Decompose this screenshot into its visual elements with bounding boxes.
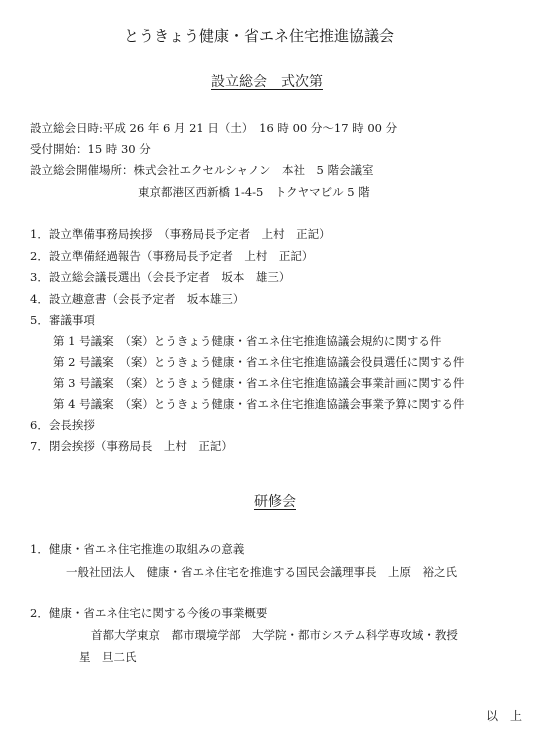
- agenda-item: 2．設立準備経過報告（事務局長予定者 上村 正記）: [30, 249, 314, 263]
- agenda-item: 6．会長挨拶: [30, 418, 95, 432]
- seminar-topic: 2．健康・省エネ住宅に関する今後の事業概要: [30, 606, 268, 620]
- meeting-address: 東京都港区西新橋 1-4-5 トクヤマビル 5 階: [138, 185, 370, 199]
- agenda-item: 3．設立総会議長選出（会長予定者 坂本 雄三）: [30, 270, 291, 284]
- agenda-item: 7．閉会挨拶（事務局長 上村 正記）: [30, 439, 233, 453]
- proposal-item: 第 3 号議案 （案）とうきょう健康・省エネ住宅推進協議会事業計画に関する件: [53, 376, 465, 390]
- seminar-speaker: 一般社団法人 健康・省エネ住宅を推進する国民会議理事長 上原 裕之氏: [66, 565, 457, 579]
- meeting-reception: 受付開始：15 時 30 分: [30, 142, 151, 156]
- seminar-title: 研修会: [254, 494, 296, 510]
- seminar-speaker: 星 旦二氏: [79, 650, 137, 664]
- proposal-item: 第 4 号議案 （案）とうきょう健康・省エネ住宅推進協議会事業予算に関する件: [53, 397, 465, 411]
- seminar-topic: 1．健康・省エネ住宅推進の取組みの意義: [30, 542, 245, 556]
- proposal-item: 第 2 号議案 （案）とうきょう健康・省エネ住宅推進協議会役員選任に関する件: [53, 355, 465, 369]
- meeting-datetime: 設立総会日時:平成 26 年 6 月 21 日（土） 16 時 00 分～17 時 00 分: [30, 121, 398, 135]
- seminar-speaker: 首都大学東京 都市環境学部 大学院・都市システム科学専攻域・教授: [91, 628, 458, 642]
- agenda-item: 5．審議事項: [30, 313, 95, 327]
- meeting-venue: 設立総会開催場所：株式会社エクセルシャノン 本社 5 階会議室: [30, 163, 374, 177]
- org-title: とうきょう健康・省エネ住宅推進協議会: [124, 27, 395, 45]
- agenda-item: 4．設立趣意書（会長予定者 坂本雄三）: [30, 292, 245, 306]
- proposal-item: 第 1 号議案 （案）とうきょう健康・省エネ住宅推進協議会規約に関する件: [53, 334, 442, 348]
- agenda-item: 1．設立準備事務局挨拶 （事務局長予定者 上村 正記）: [30, 227, 331, 241]
- closing-mark: 以 上: [486, 709, 523, 723]
- ceremony-title: 設立総会 式次第: [211, 74, 323, 90]
